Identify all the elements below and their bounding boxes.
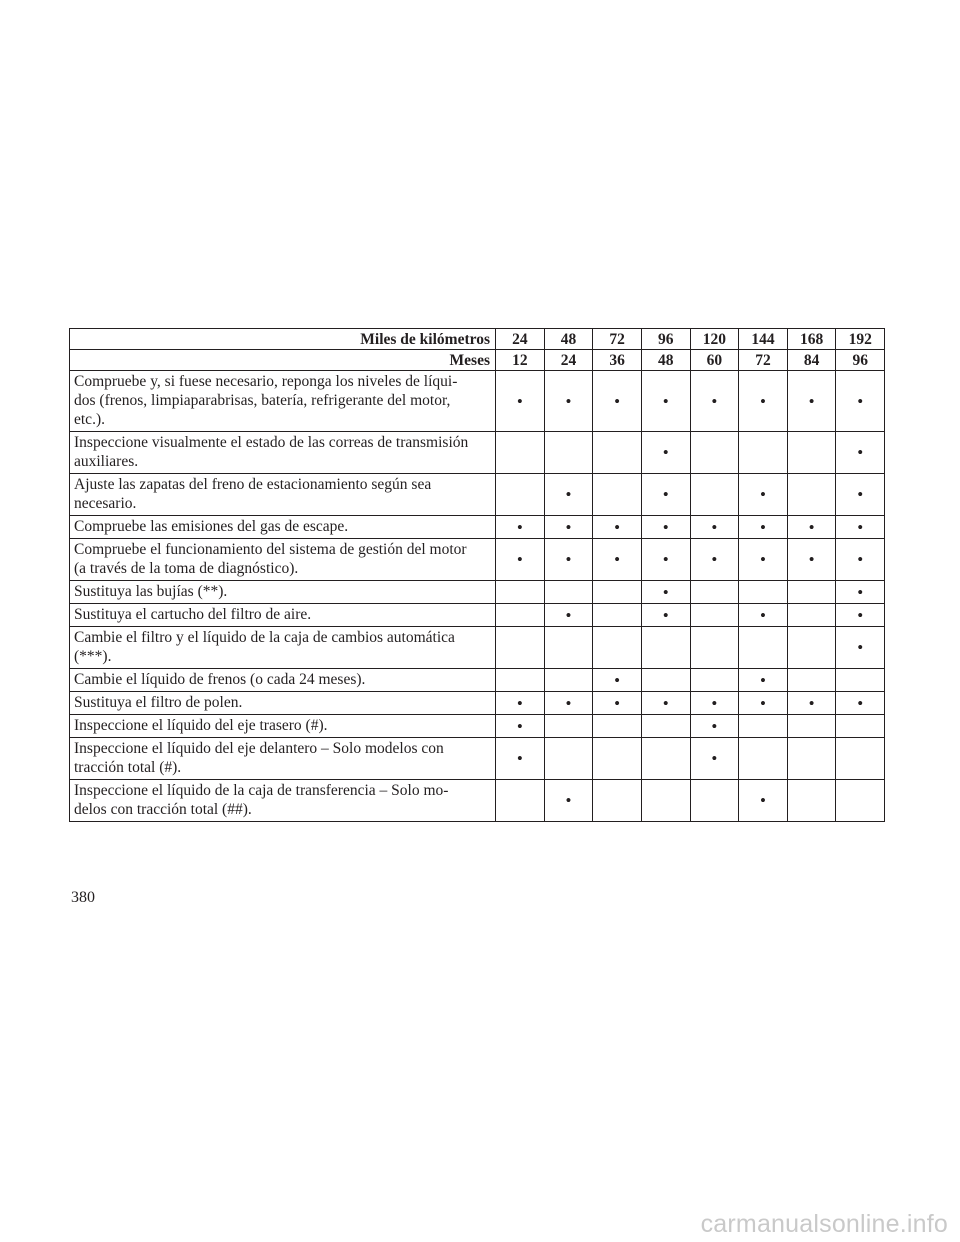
service-mark-cell: • <box>496 539 545 581</box>
empty-cell <box>690 432 739 474</box>
service-mark-cell: • <box>836 539 885 581</box>
empty-cell <box>787 432 836 474</box>
page-number: 380 <box>71 889 95 906</box>
service-mark-cell: • <box>836 432 885 474</box>
empty-cell <box>690 604 739 627</box>
table-row <box>70 371 885 432</box>
task-description: Inspeccione el líquido del eje delantero – Solo modelos con tracción total (#). <box>70 738 496 780</box>
task-description: Cambie el líquido de frenos (o cada 24 meses). <box>70 669 496 692</box>
service-mark-cell: • <box>836 604 885 627</box>
task-description: Compruebe el funcionamiento del sistema de gestión del motor (a través de la toma de diagnóstico). <box>70 539 496 581</box>
empty-cell <box>690 780 739 822</box>
table-row <box>70 715 885 738</box>
service-mark-cell: • <box>544 692 593 715</box>
table-row <box>70 669 885 692</box>
km-interval-cell: 120 <box>690 329 739 350</box>
table-row <box>70 539 885 581</box>
site-watermark: carmanualsonline.info <box>700 1210 948 1238</box>
task-description: Cambie el filtro y el líquido de la caja de cambios automática (***). <box>70 627 496 669</box>
service-mark-cell: • <box>544 371 593 432</box>
service-mark-cell: • <box>739 780 788 822</box>
empty-cell <box>496 669 545 692</box>
empty-cell <box>544 669 593 692</box>
empty-cell <box>787 738 836 780</box>
km-interval-cell: 24 <box>496 329 545 350</box>
empty-cell <box>787 627 836 669</box>
month-interval-cell: 96 <box>836 350 885 371</box>
service-mark-cell: • <box>544 539 593 581</box>
service-mark-cell: • <box>787 692 836 715</box>
empty-cell <box>787 669 836 692</box>
service-mark-cell: • <box>739 371 788 432</box>
table-row <box>70 516 885 539</box>
task-description: Ajuste las zapatas del freno de estacionamiento según sea necesario. <box>70 474 496 516</box>
month-interval-cell: 24 <box>544 350 593 371</box>
empty-cell <box>593 432 642 474</box>
header-row-months-label: Meses <box>70 350 496 371</box>
service-mark-cell: • <box>496 516 545 539</box>
service-mark-cell: • <box>544 474 593 516</box>
header-row-months <box>70 350 885 371</box>
empty-cell <box>593 715 642 738</box>
service-mark-cell: • <box>739 539 788 581</box>
service-mark-cell: • <box>739 669 788 692</box>
month-interval-cell: 60 <box>690 350 739 371</box>
task-description: Inspeccione visualmente el estado de las correas de transmisión auxiliares. <box>70 432 496 474</box>
empty-cell <box>690 627 739 669</box>
task-description: Inspeccione el líquido del eje trasero (#). <box>70 715 496 738</box>
service-mark-cell: • <box>641 604 690 627</box>
empty-cell <box>593 474 642 516</box>
service-mark-cell: • <box>641 581 690 604</box>
service-mark-cell: • <box>739 474 788 516</box>
task-description: Compruebe las emisiones del gas de escape. <box>70 516 496 539</box>
service-mark-cell: • <box>641 539 690 581</box>
empty-cell <box>787 780 836 822</box>
empty-cell <box>496 581 545 604</box>
service-mark-cell: • <box>641 692 690 715</box>
service-mark-cell: • <box>641 474 690 516</box>
service-mark-cell: • <box>690 738 739 780</box>
maintenance-schedule-table <box>69 328 885 822</box>
empty-cell <box>690 669 739 692</box>
table-row <box>70 692 885 715</box>
km-interval-cell: 144 <box>739 329 788 350</box>
service-mark-cell: • <box>836 516 885 539</box>
maintenance-schedule-body <box>70 329 885 822</box>
empty-cell <box>593 604 642 627</box>
service-mark-cell: • <box>787 371 836 432</box>
empty-cell <box>544 581 593 604</box>
empty-cell <box>836 738 885 780</box>
service-mark-cell: • <box>496 692 545 715</box>
empty-cell <box>641 780 690 822</box>
service-mark-cell: • <box>496 371 545 432</box>
service-mark-cell: • <box>739 604 788 627</box>
header-row-kilometers-label: Miles de kilómetros <box>70 329 496 350</box>
empty-cell <box>544 627 593 669</box>
service-mark-cell: • <box>739 692 788 715</box>
empty-cell <box>836 669 885 692</box>
empty-cell <box>836 715 885 738</box>
service-mark-cell: • <box>836 474 885 516</box>
service-mark-cell: • <box>690 516 739 539</box>
empty-cell <box>787 715 836 738</box>
empty-cell <box>593 780 642 822</box>
header-row-kilometers <box>70 329 885 350</box>
empty-cell <box>544 738 593 780</box>
empty-cell <box>544 432 593 474</box>
task-description: Sustituya el cartucho del filtro de aire. <box>70 604 496 627</box>
service-mark-cell: • <box>544 780 593 822</box>
km-interval-cell: 96 <box>641 329 690 350</box>
empty-cell <box>739 432 788 474</box>
task-description: Sustituya las bujías (**). <box>70 581 496 604</box>
service-mark-cell: • <box>593 539 642 581</box>
month-interval-cell: 84 <box>787 350 836 371</box>
table-row <box>70 627 885 669</box>
table-row <box>70 474 885 516</box>
empty-cell <box>739 581 788 604</box>
empty-cell <box>641 738 690 780</box>
empty-cell <box>787 474 836 516</box>
service-mark-cell: • <box>690 539 739 581</box>
service-mark-cell: • <box>641 516 690 539</box>
empty-cell <box>690 474 739 516</box>
km-interval-cell: 72 <box>593 329 642 350</box>
empty-cell <box>739 715 788 738</box>
service-mark-cell: • <box>593 669 642 692</box>
service-mark-cell: • <box>836 627 885 669</box>
service-mark-cell: • <box>544 516 593 539</box>
empty-cell <box>544 715 593 738</box>
empty-cell <box>641 627 690 669</box>
month-interval-cell: 36 <box>593 350 642 371</box>
task-description: Inspeccione el líquido de la caja de transferencia – Solo mo- delos con tracción total (##). <box>70 780 496 822</box>
empty-cell <box>496 780 545 822</box>
service-mark-cell: • <box>836 581 885 604</box>
service-mark-cell: • <box>690 371 739 432</box>
service-mark-cell: • <box>836 371 885 432</box>
empty-cell <box>739 738 788 780</box>
km-interval-cell: 192 <box>836 329 885 350</box>
empty-cell <box>641 669 690 692</box>
empty-cell <box>496 432 545 474</box>
service-mark-cell: • <box>593 371 642 432</box>
empty-cell <box>787 581 836 604</box>
empty-cell <box>739 627 788 669</box>
empty-cell <box>836 780 885 822</box>
table-row <box>70 432 885 474</box>
empty-cell <box>496 474 545 516</box>
service-mark-cell: • <box>544 604 593 627</box>
month-interval-cell: 48 <box>641 350 690 371</box>
table-row <box>70 604 885 627</box>
table-row <box>70 780 885 822</box>
empty-cell <box>690 581 739 604</box>
empty-cell <box>593 581 642 604</box>
service-mark-cell: • <box>739 516 788 539</box>
empty-cell <box>787 604 836 627</box>
table-row <box>70 581 885 604</box>
month-interval-cell: 12 <box>496 350 545 371</box>
service-mark-cell: • <box>641 371 690 432</box>
service-mark-cell: • <box>593 516 642 539</box>
service-mark-cell: • <box>787 539 836 581</box>
empty-cell <box>593 627 642 669</box>
empty-cell <box>641 715 690 738</box>
task-description: Sustituya el filtro de polen. <box>70 692 496 715</box>
empty-cell <box>496 604 545 627</box>
month-interval-cell: 72 <box>739 350 788 371</box>
service-mark-cell: • <box>641 432 690 474</box>
service-mark-cell: • <box>836 692 885 715</box>
task-description: Compruebe y, si fuese necesario, reponga los niveles de líqui- dos (frenos, limpiaparabrisas, batería, refrigerante del motor, etc.). <box>70 371 496 432</box>
service-mark-cell: • <box>496 738 545 780</box>
service-mark-cell: • <box>690 692 739 715</box>
service-mark-cell: • <box>593 692 642 715</box>
table-row <box>70 738 885 780</box>
empty-cell <box>496 627 545 669</box>
service-mark-cell: • <box>787 516 836 539</box>
km-interval-cell: 48 <box>544 329 593 350</box>
service-mark-cell: • <box>496 715 545 738</box>
empty-cell <box>593 738 642 780</box>
km-interval-cell: 168 <box>787 329 836 350</box>
service-mark-cell: • <box>690 715 739 738</box>
